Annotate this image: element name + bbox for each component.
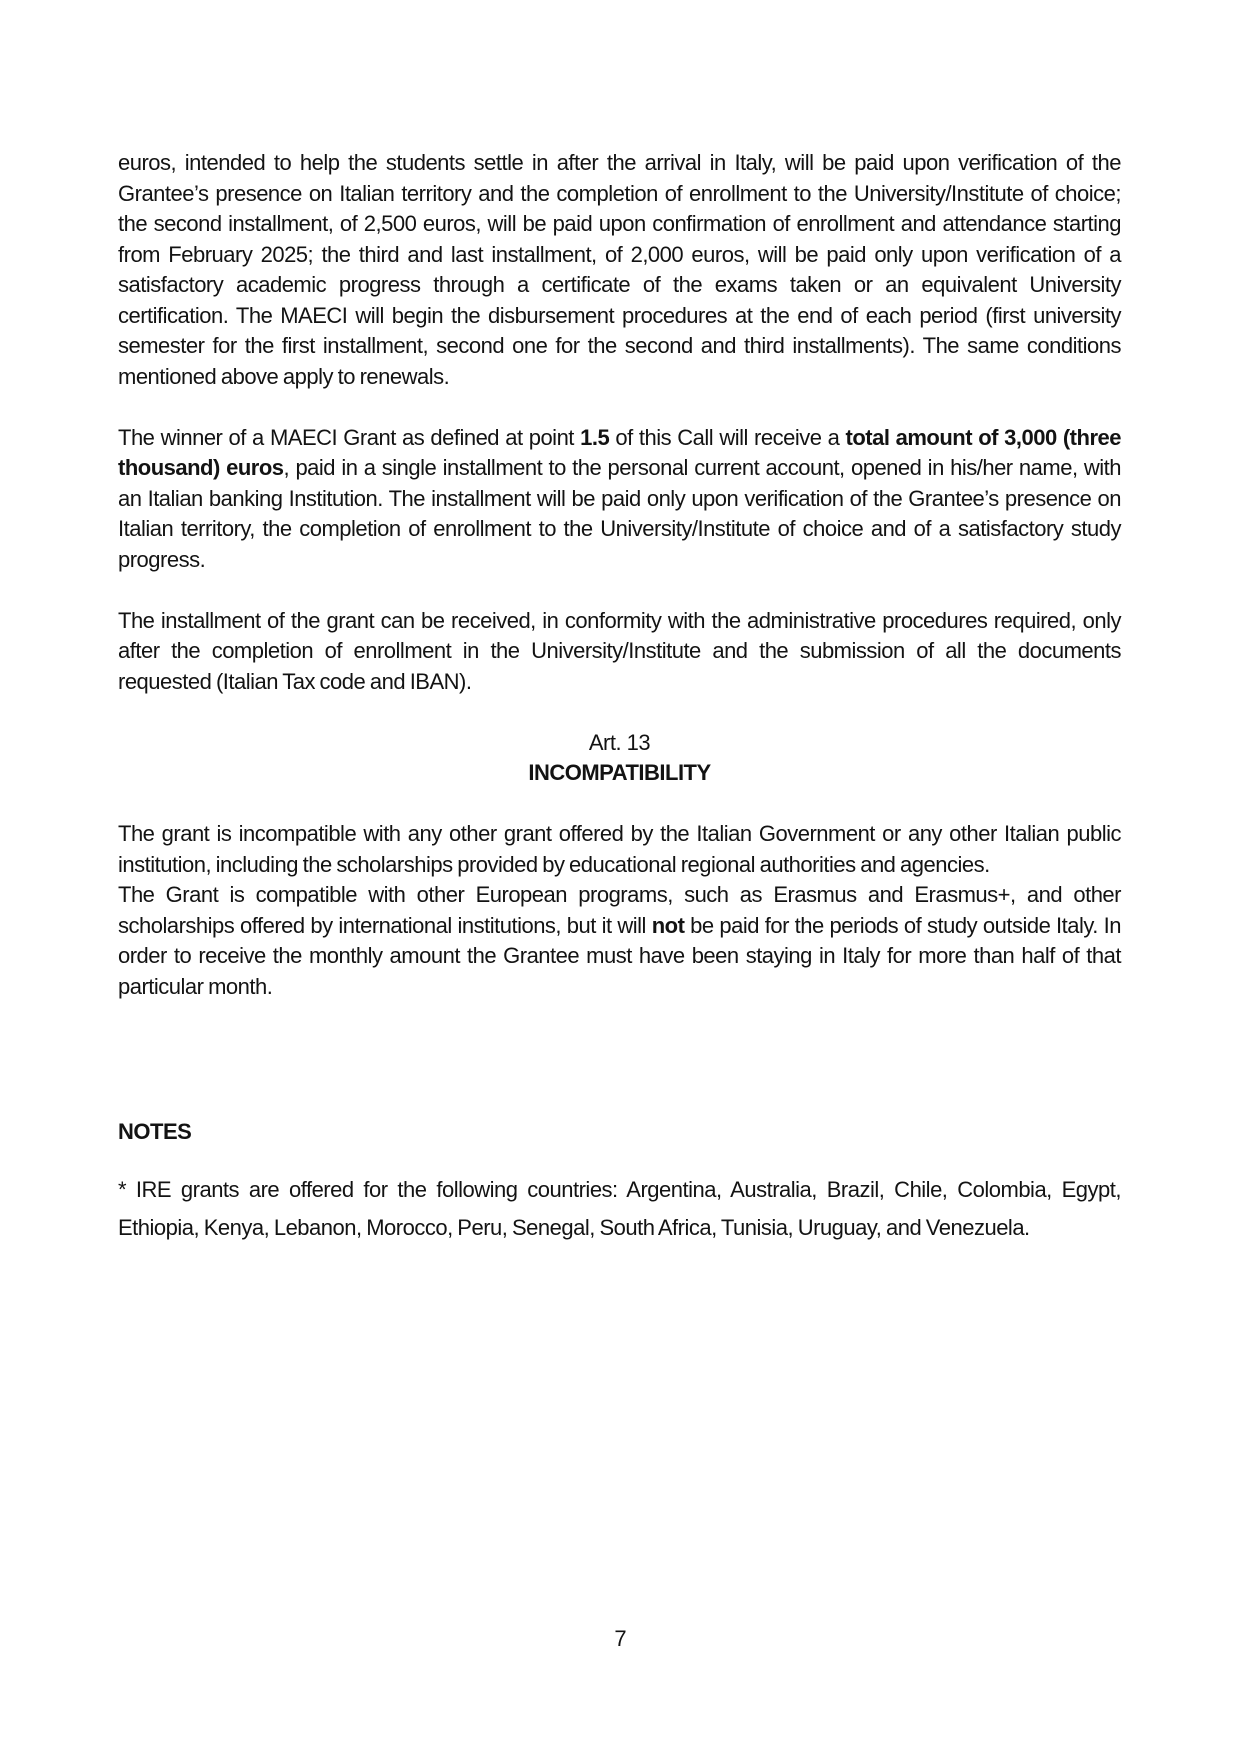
paragraph-installment-receipt: The installment of the grant can be received, in conformity with the administrative procedures required, only after the completion of enrollment in the University/Institute and the submission of all the documents requested (Italian Tax code and IBAN). xyxy=(118,607,1121,694)
paragraph-compatible xyxy=(118,880,1121,1002)
notes-heading: NOTES xyxy=(118,1119,192,1144)
text-run-bold: not xyxy=(651,912,685,938)
article-title: INCOMPATIBILITY xyxy=(528,760,711,785)
text-run: The winner of a MAECI Grant as defined at point xyxy=(118,424,581,450)
article-heading: Art. 13 xyxy=(588,729,651,755)
page-content xyxy=(118,148,1121,1247)
text-run-bold: 1.5 xyxy=(580,424,610,450)
paragraph-incompatible: The grant is incompatible with any other grant offered by the Italian Government or any other Italian public institution, including the scholarships provided by educational regional authorities and agencies. xyxy=(118,821,1121,877)
text-run: be paid for the periods of study outside Italy. In order to receive the monthly amount the Grantee must have been staying in Italy for more than half of that particular month. xyxy=(118,912,1121,999)
page-number: 7 xyxy=(614,1626,627,1651)
text-run-bold: total amount of 3,000 (three thousand) euros xyxy=(118,424,1121,480)
paragraph-grant-winner xyxy=(118,423,1121,576)
text-run: of this Call will receive a xyxy=(609,424,846,450)
text-run: The Grant is compatible with other European programs, such as Erasmus and Erasmus+, and other scholarships offered by international institutions, but it will xyxy=(118,882,1121,938)
text-run: , paid in a single installment to the personal current account, opened in his/her name, with an Italian banking Institution. The installment will be paid only upon verification of the Grantee’s presence on Italian territory, the completion of enrollment to the University/Institute of choice and of a satisfactory study progress. xyxy=(118,455,1121,572)
notes-paragraph: * IRE grants are offered for the following countries: Argentina, Australia, Brazil, Chile, Colombia, Egypt, Ethiopia, Kenya, Lebanon, Morocco, Peru, Senegal, South Africa, Tunisia, Uruguay, and Venezuela. xyxy=(118,1176,1121,1240)
paragraph-installment-schedule: euros, intended to help the students settle in after the arrival in Italy, will be paid upon verification of the Grantee’s presence on Italian territory and the completion of enrollment to the University/Institute of choice; the second installment, of 2,500 euros, will be paid upon confirmation of enrollment and attendance starting from February 2025; the third and last installment, of 2,000 euros, will be paid only upon verification of a satisfactory academic progress through a certificate of the exams taken or an equivalent University certification. The MAECI will begin the disbursement procedures at the end of each period (first university semester for the first installment, second one for the second and third installments). The same conditions mentioned above apply to renewals. xyxy=(118,150,1121,389)
